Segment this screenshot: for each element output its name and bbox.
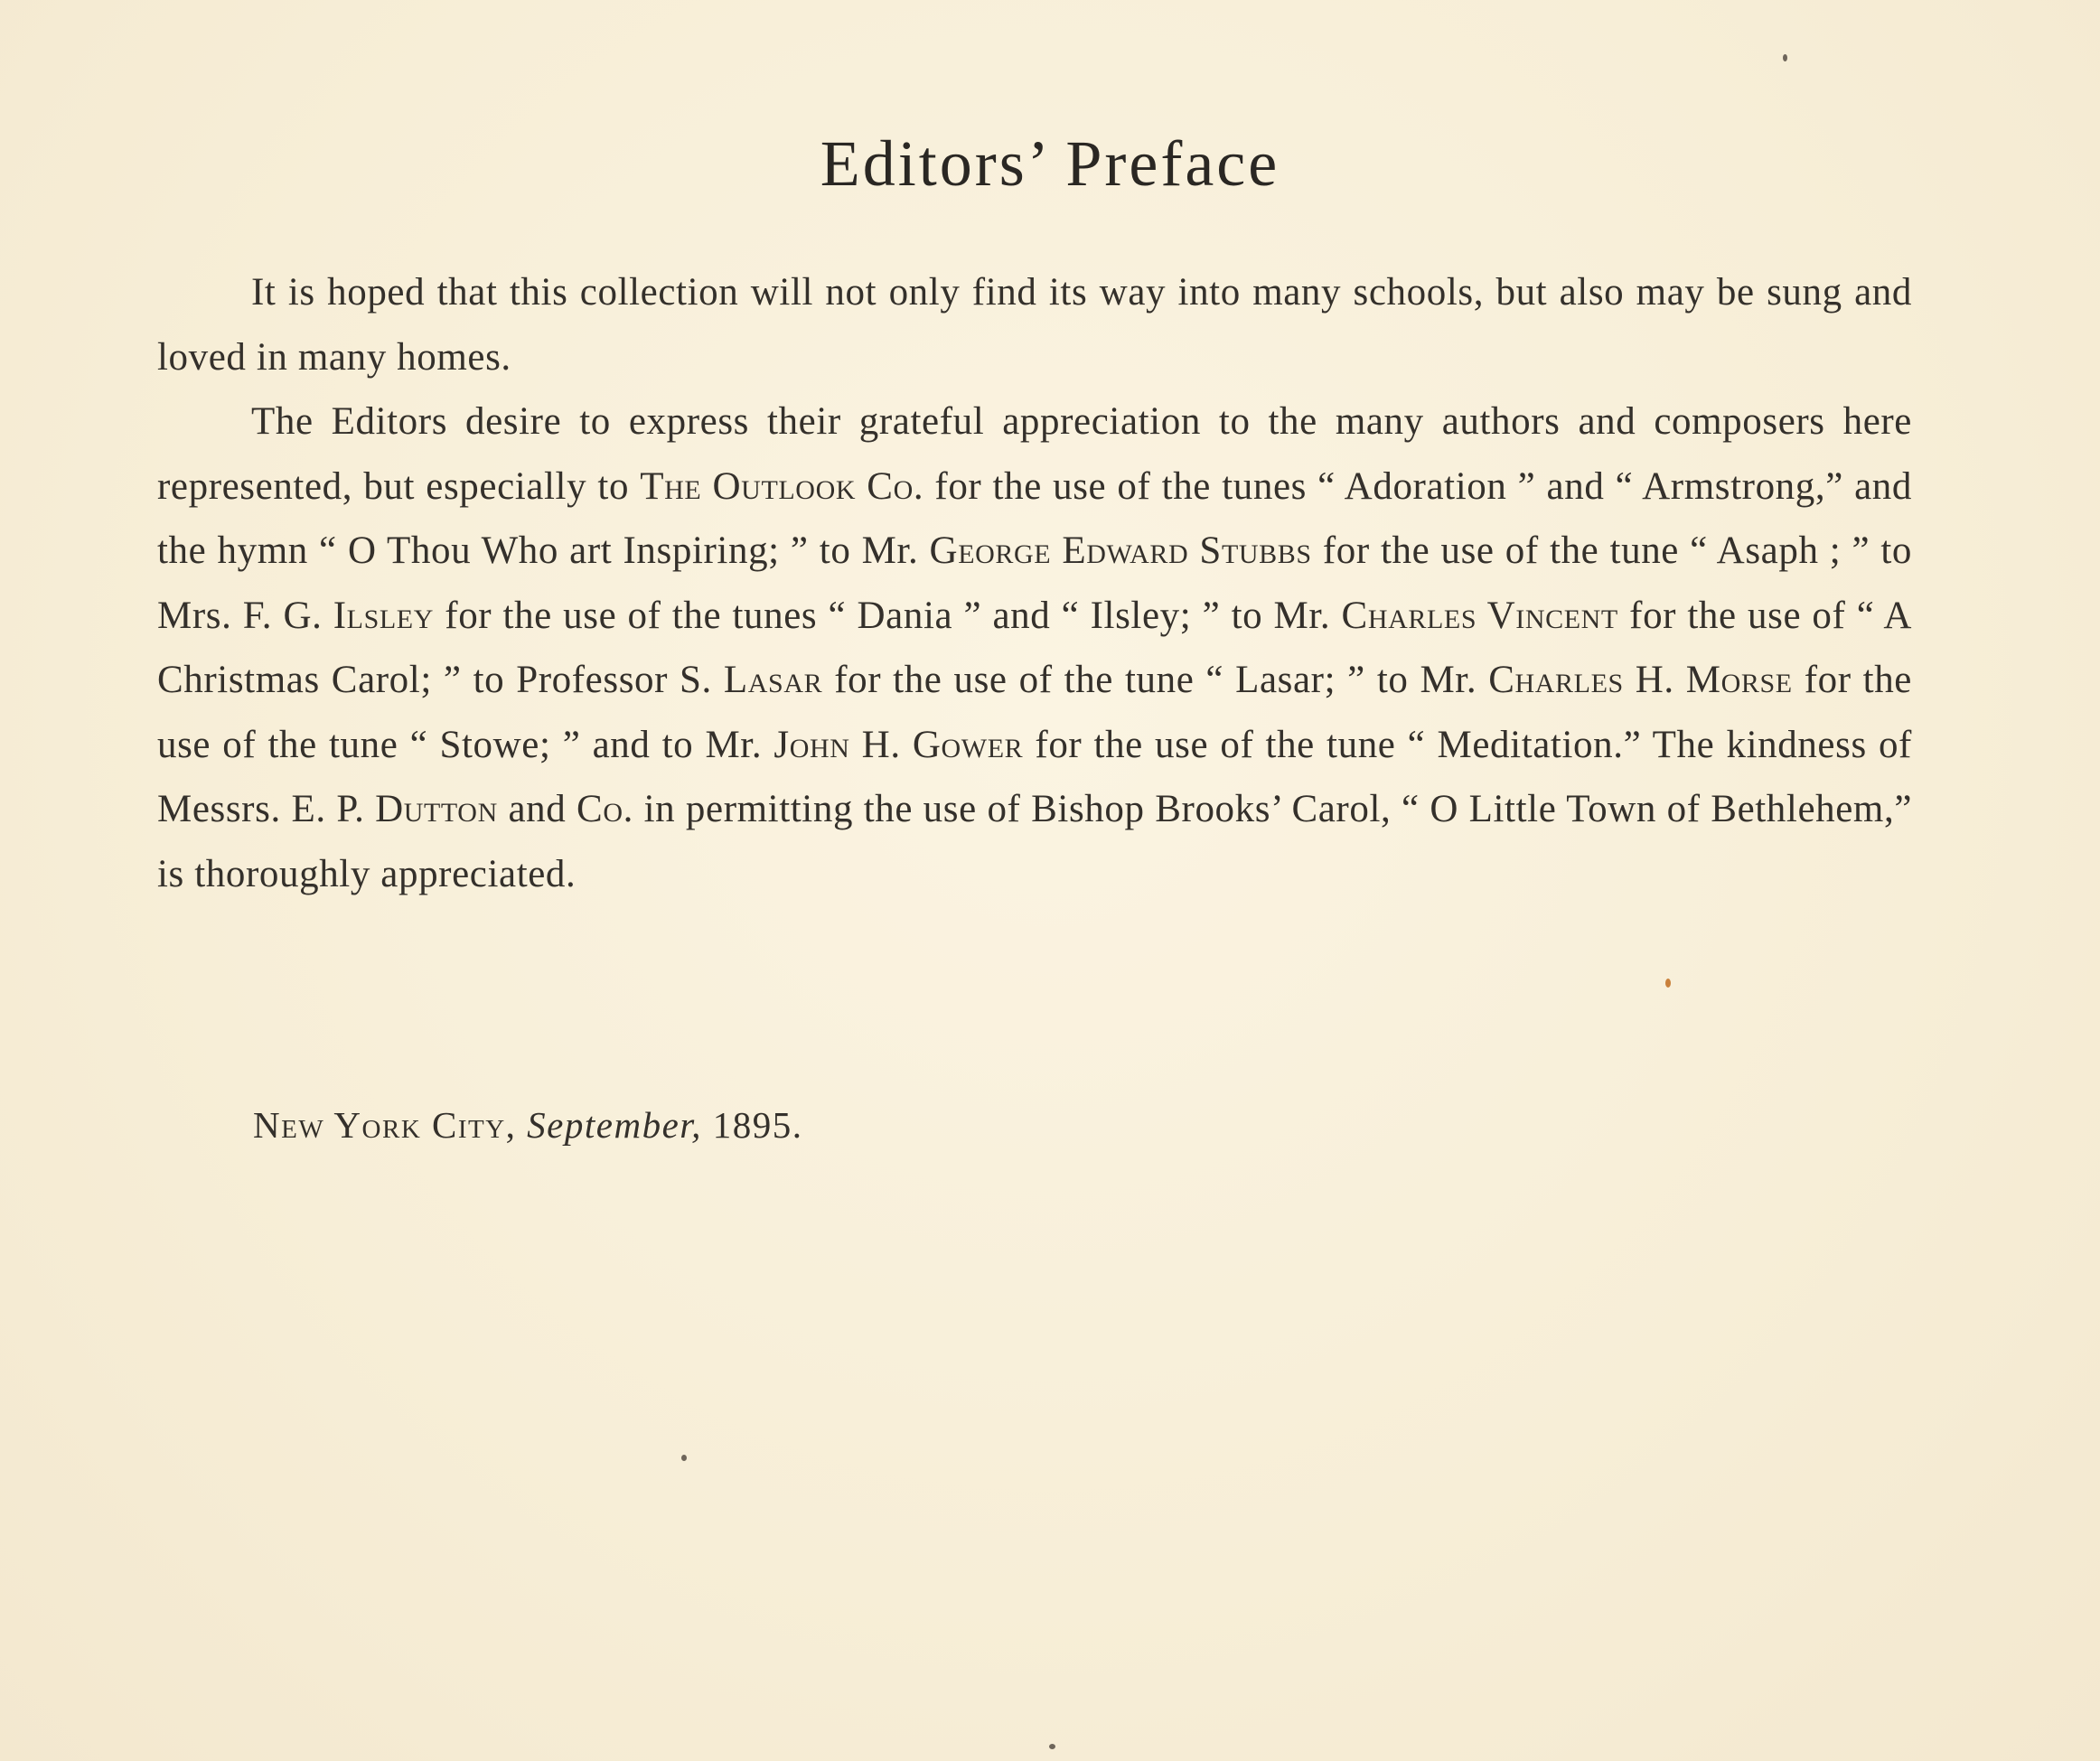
paper-speck (1049, 1744, 1055, 1749)
paragraph-2 (157, 389, 1912, 906)
name-george-edward-stubbs: George Edward Stubbs (929, 529, 1312, 572)
text-segment: in permitting the use of Bishop Brooks’ Carol, “ O Little Town of Bethlehem,” is thoroughly appreciated. (157, 788, 1913, 895)
name-e-p-dutton: E. P. Dutton (291, 788, 498, 830)
text-segment: and (497, 788, 577, 830)
paper-speck (1665, 979, 1671, 988)
name-lasar: Lasar (723, 659, 823, 701)
name-john-h-gower: John H. Gower (773, 723, 1024, 766)
name-co: Co. (577, 788, 633, 830)
signature-line (253, 1103, 802, 1147)
name-outlook-co: The Outlook Co. (640, 464, 924, 508)
text-segment: for the use of the tunes “ Adoration ” and “ Armstrong,” and the hymn “ O Thou Who art Inspiring; ” to Mr. (157, 464, 1912, 572)
name-ilsley: Ilsley (333, 594, 434, 637)
name-charles-h-morse: Charles H. Morse (1488, 659, 1793, 701)
signature-month: September, (527, 1104, 702, 1146)
paragraph-1: It is hoped that this collection will not only find its way into many schools, but also may be sung and loved in many homes. (157, 271, 1912, 379)
paper-speck (1783, 54, 1787, 61)
text-segment: for the use of the tune “ Stowe; ” and to Mr. (157, 659, 1912, 766)
name-charles-vincent: Charles Vincent (1341, 594, 1618, 637)
paper-speck (681, 1455, 687, 1461)
text-segment: for the use of the tune “ Asaph ; ” to Mrs. F. G. (157, 529, 1912, 637)
text-segment: for the use of the tunes “ Dania ” and “ Ilsley; ” to Mr. (434, 594, 1342, 637)
text-segment: for the use of the tune “ Meditation.” The kindness of Messrs. (157, 723, 1912, 830)
page-title: Editors’ Preface (820, 127, 1280, 200)
text-segment: The Editors desire to express their grateful appreciation to the many authors and composers here represented, but especially to (157, 400, 1912, 508)
preface-body (157, 260, 1912, 906)
signature-year: 1895. (712, 1104, 803, 1146)
text-segment: for the use of “ A Christmas Carol; ” to Professor S. (157, 594, 1912, 701)
signature-place: New York City, (253, 1104, 517, 1146)
text-segment: for the use of the tune “ Lasar; ” to Mr. (822, 659, 1489, 701)
